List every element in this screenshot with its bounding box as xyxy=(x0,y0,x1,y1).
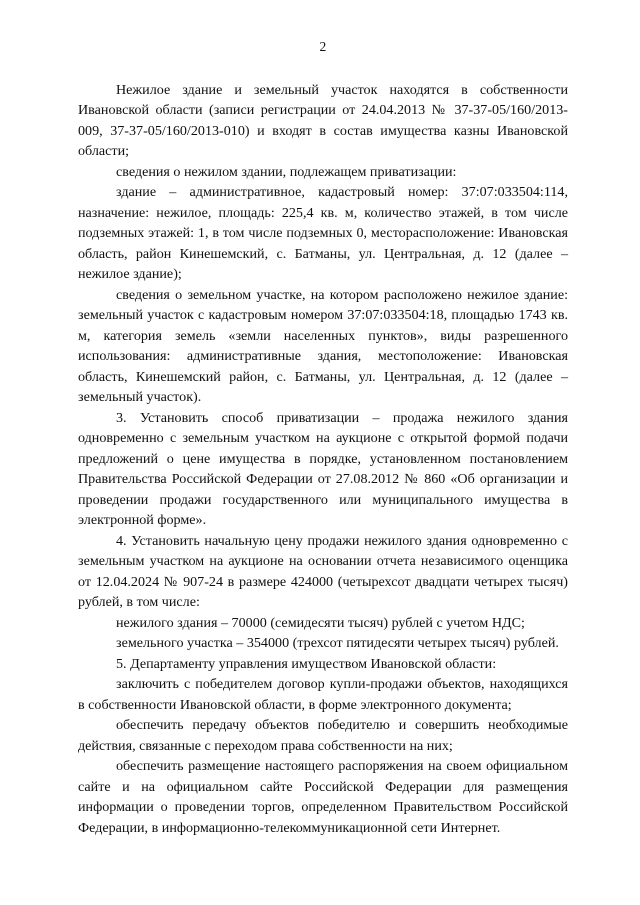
paragraph: обеспечить передачу объектов победителю и совершить необходимые действия, связанные с переходом права собственности на них; xyxy=(78,717,568,754)
paragraph: Нежилое здание и земельный участок находятся в собственности Ивановской области (записи регистрации от 24.04.2013 № 37-37-05/160/2013-009, 37-37-05/160/2013-010) и входят в состав имущества казны Ивановской области; xyxy=(78,81,568,159)
paragraph: нежилого здания – 70000 (семидесяти тысяч) рублей с учетом НДС; xyxy=(116,614,525,631)
document-body xyxy=(78,80,568,839)
paragraph: земельного участка – 354000 (трехсот пятидесяти четырех тысяч) рублей. xyxy=(116,635,559,651)
paragraph: сведения о земельном участке, на котором расположено нежилое здание: земельный участок с кадастровым номером 37:07:033504:18, площадью 1743 кв. м, категория земель «земли населенных пунктов», виды разрешенного использования: административные здания, местоположение: Ивановская область, Кинешемский район, с. Батманы, ул. Центральная, д. 12 (далее – земельный участок). xyxy=(78,286,568,405)
paragraph: здание – административное, кадастровый номер: 37:07:033504:114, назначение: нежилое, площадь: 225,4 кв. м, количество этажей, в том числе подземных этажей: 1, в том числе подземных 0, месторасположение: Ивановская область, район Кинешемский, с. Батманы, ул. Центральная, д. 12 (далее – нежилое здание); xyxy=(78,184,568,282)
paragraph: обеспечить размещение настоящего распоряжения на своем официальном сайте и на официальном сайте Российской Федерации для размещения информации о проведении торгов, определенном Правительством Российской Федерации, в информационно-телекоммуникационной сети Интернет. xyxy=(78,758,568,836)
paragraph: 4. Установить начальную цену продажи нежилого здания одновременно с земельным участком на аукционе на основании отчета независимого оценщика от 12.04.2024 № 907-24 в размере 424000 (четырехсот двадцати четырех тысяч) рублей, в том числе: xyxy=(78,532,568,610)
page-number: 2 xyxy=(319,39,327,54)
paragraph: сведения о нежилом здании, подлежащем приватизации: xyxy=(116,163,457,180)
paragraph: заключить с победителем договор купли-продажи объектов, находящихся в собственности Ивановской области, в форме электронного документа; xyxy=(78,676,568,713)
paragraph: 5. Департаменту управления имуществом Ивановской области: xyxy=(116,655,497,672)
paragraph: 3. Установить способ приватизации – продажа нежилого здания одновременно с земельным участком на аукционе с открытой формой подачи предложений о цене имущества в порядке, установленном постановлением Правительства Российской Федерации от 27.08.2012 № 860 «Об организации и проведении продажи государственного или муниципального имущества в электронной форме». xyxy=(78,409,568,528)
